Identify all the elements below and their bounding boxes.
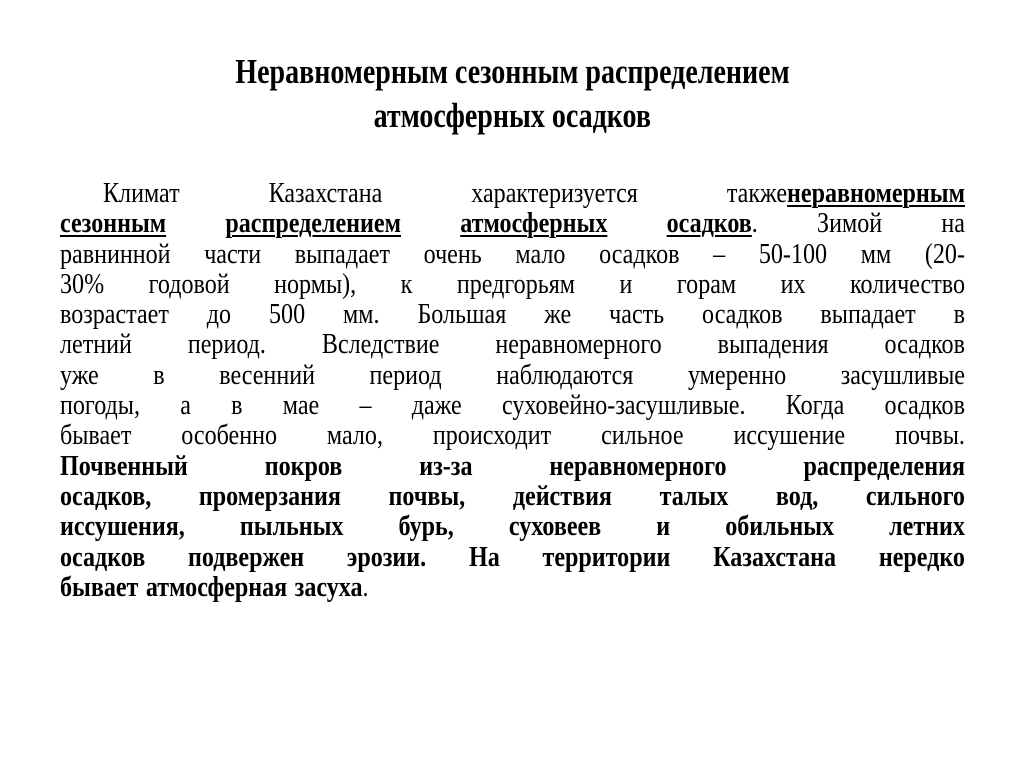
paragraph-word-group <box>718 329 829 359</box>
paragraph-line-content <box>60 420 965 450</box>
paragraph-word-group <box>660 481 729 511</box>
paragraph-word: почвы, <box>388 479 466 512</box>
paragraph-word-group <box>60 208 166 238</box>
paragraph-line-content <box>60 481 965 511</box>
paragraph-line-content <box>60 239 965 269</box>
paragraph-word-group <box>469 542 500 572</box>
paragraph-line <box>60 208 965 238</box>
paragraph-word: бывает <box>60 570 139 603</box>
paragraph-word-group <box>269 299 305 329</box>
paragraph-word: осадков <box>702 298 783 331</box>
paragraph-word: – <box>359 389 372 422</box>
paragraph-word: также <box>726 177 788 209</box>
paragraph-line <box>60 420 965 450</box>
paragraph-word-group <box>543 542 671 572</box>
paragraph-word: (20- <box>924 237 965 270</box>
paragraph-line <box>60 451 965 481</box>
paragraph-word-group <box>389 481 466 511</box>
paragraph-line <box>60 390 965 420</box>
paragraph-word-group <box>180 390 191 420</box>
paragraph-word: же <box>544 298 572 331</box>
paragraph-word: сильного <box>865 479 965 512</box>
paragraph-word-group <box>225 208 401 238</box>
paragraph-word-group <box>419 451 472 481</box>
paragraph-word-group <box>656 511 670 541</box>
paragraph-word-group <box>219 360 315 390</box>
paragraph-word: и <box>656 510 671 543</box>
paragraph-line <box>60 511 965 541</box>
paragraph-word: распределения <box>803 449 965 482</box>
paragraph-word: – <box>713 237 726 270</box>
paragraph-word-group <box>398 511 453 541</box>
paragraph-line-content <box>60 390 965 420</box>
paragraph-word-group <box>509 511 601 541</box>
paragraph-word-group <box>60 329 132 359</box>
paragraph-word-group <box>401 269 413 299</box>
paragraph-word: Когда <box>785 389 845 422</box>
paragraph-word: части <box>204 237 262 270</box>
paragraph-word-group <box>103 178 180 208</box>
paragraph-line <box>60 572 965 602</box>
paragraph-word: сезонным <box>60 207 167 240</box>
paragraph-word: . <box>362 570 369 603</box>
paragraph-word-group <box>327 420 383 450</box>
paragraph-word: Климат <box>103 177 180 209</box>
paragraph-word-group <box>60 511 185 541</box>
paragraph-word-group <box>885 329 965 359</box>
paragraph-word: Казахстана <box>268 177 383 209</box>
paragraph-word: Почвенный <box>60 449 188 482</box>
paragraph-word-group <box>146 572 287 602</box>
paragraph-word: 30% <box>60 267 105 300</box>
paragraph-word-group <box>677 269 736 299</box>
paragraph-word: в <box>953 298 965 331</box>
paragraph-word: их <box>780 267 806 300</box>
paragraph-word-group <box>457 269 575 299</box>
paragraph-word-group <box>370 360 442 390</box>
paragraph-word: почвы. <box>894 419 965 452</box>
paragraph-line-content <box>60 208 965 238</box>
paragraph-word-group <box>424 239 482 269</box>
paragraph-word-group <box>283 390 319 420</box>
paragraph-word: осадков <box>60 540 146 573</box>
paragraph-word-group <box>841 360 965 390</box>
paragraph-word-group <box>295 572 369 602</box>
paragraph-word-group <box>702 299 782 329</box>
paragraph-word-group <box>471 178 638 208</box>
paragraph-word: засуха <box>294 570 363 603</box>
paragraph-word: до <box>206 298 232 331</box>
paragraph-word-group <box>231 390 242 420</box>
paragraph-word-group <box>895 420 965 450</box>
paragraph-word: характеризуется <box>471 177 638 209</box>
paragraph-word: количество <box>850 267 965 300</box>
paragraph-word-group <box>866 481 965 511</box>
paragraph-word-group <box>609 299 664 329</box>
paragraph-word-group <box>322 329 439 359</box>
paragraph-word-group <box>240 511 344 541</box>
paragraph-word: 50-100 <box>758 237 828 270</box>
title-line-1 <box>0 50 1024 94</box>
paragraph-word: сильное <box>601 419 684 452</box>
paragraph-word: происходит <box>432 419 552 452</box>
paragraph-word: иссушение <box>733 419 846 452</box>
paragraph-word: действия <box>512 479 612 512</box>
paragraph-word-group <box>496 360 633 390</box>
paragraph-word-group <box>733 420 845 450</box>
paragraph-word-group <box>786 390 845 420</box>
title-line-1-text: Неравномерным сезонным распределением <box>234 52 790 91</box>
paragraph-word: и <box>619 267 633 300</box>
paragraph-word: осадков <box>884 328 965 361</box>
paragraph-word: подвержен <box>188 540 305 573</box>
paragraph-word-group <box>181 420 277 450</box>
paragraph-word: выпадения <box>717 328 829 361</box>
paragraph-word-group <box>713 239 725 269</box>
paragraph-word-group <box>274 269 356 299</box>
paragraph-line <box>60 542 965 572</box>
paragraph-word: мало, <box>326 419 383 452</box>
paragraph-word-group <box>861 239 891 269</box>
paragraph-line <box>60 481 965 511</box>
paragraph-word-group <box>620 269 633 299</box>
paragraph-word: неравномерного <box>549 449 727 482</box>
paragraph-word: даже <box>411 389 462 422</box>
slide-title <box>0 50 1024 138</box>
title-line-2-text: атмосферных осадков <box>373 96 651 135</box>
paragraph-word-group <box>153 360 164 390</box>
paragraph-word: . <box>751 207 758 240</box>
paragraph-word: Большая <box>417 298 507 331</box>
paragraph-word-group <box>188 542 304 572</box>
paragraph-word: промерзания <box>198 479 341 512</box>
paragraph-word: в <box>231 389 243 422</box>
paragraph-word-group <box>347 542 426 572</box>
paragraph-word: иссушения, <box>60 510 185 543</box>
paragraph-line <box>60 329 965 359</box>
paragraph-word-group <box>295 239 390 269</box>
paragraph-word-group <box>889 511 965 541</box>
paragraph-word: распределением <box>225 207 401 240</box>
paragraph-word: осадков <box>599 237 680 270</box>
paragraph-word-group <box>60 572 138 602</box>
paragraph-word: засушливые <box>840 358 965 391</box>
paragraph-word: осадков, <box>60 479 152 512</box>
paragraph-word-group <box>502 390 746 420</box>
paragraph-word-group <box>544 299 571 329</box>
paragraph-word: мае <box>282 389 320 422</box>
paragraph-word: предгорьям <box>456 267 576 300</box>
paragraph-word: особенно <box>181 419 278 452</box>
paragraph-word: 500 <box>269 298 306 331</box>
paragraph-word-group <box>601 420 683 450</box>
paragraph-word-group <box>433 420 551 450</box>
paragraph-word-group <box>513 481 612 511</box>
paragraph-word: вод, <box>775 479 819 512</box>
paragraph-word: к <box>400 267 413 300</box>
paragraph-word: мало <box>515 237 566 270</box>
paragraph-word: из-за <box>419 449 473 482</box>
paragraph-word-group <box>941 208 965 238</box>
paragraph-word-group <box>820 299 915 329</box>
paragraph-word-group <box>713 542 836 572</box>
paragraph-word-group <box>817 208 882 238</box>
paragraph-word: умеренно <box>687 358 787 391</box>
paragraph-word: выпадает <box>294 237 390 270</box>
paragraph-word-group <box>417 299 506 329</box>
paragraph-line-content <box>60 360 965 390</box>
paragraph-word: период. <box>187 328 266 361</box>
paragraph-word-group <box>759 239 827 269</box>
paragraph-word: погоды, <box>60 389 140 422</box>
paragraph-word: период <box>369 358 442 391</box>
paragraph-word-group <box>776 481 818 511</box>
paragraph-word-group <box>204 239 261 269</box>
paragraph-word: мм <box>860 237 892 270</box>
paragraph-word: территории <box>542 540 671 573</box>
paragraph-word: годовой <box>148 267 230 300</box>
paragraph-word: неравномерного <box>495 328 662 361</box>
body-paragraph <box>60 178 965 602</box>
paragraph-word: талых <box>659 479 729 512</box>
paragraph-line <box>60 360 965 390</box>
paragraph-word: в <box>153 358 165 391</box>
paragraph-word: весенний <box>219 358 315 391</box>
paragraph-word-group <box>265 451 343 481</box>
paragraph-word-group <box>60 299 169 329</box>
paragraph-word-group <box>343 299 379 329</box>
paragraph-word: нормы), <box>274 267 357 300</box>
paragraph-word-group <box>850 269 965 299</box>
paragraph-word-group <box>60 269 104 299</box>
paragraph-word: Казахстана <box>713 540 837 573</box>
paragraph-word: суховеев <box>508 510 602 543</box>
paragraph-word: уже <box>60 358 99 391</box>
paragraph-word: пыльных <box>239 510 344 543</box>
title-line-2 <box>0 94 1024 138</box>
paragraph-word-group <box>495 329 661 359</box>
paragraph-word-group <box>60 420 131 450</box>
paragraph-word: Вследствие <box>321 328 440 361</box>
paragraph-word: атмосферная <box>145 570 288 603</box>
paragraph-word-group <box>954 299 965 329</box>
paragraph-word: нередко <box>878 540 965 573</box>
paragraph-word-group <box>60 390 140 420</box>
paragraph-line <box>60 269 965 299</box>
paragraph-word-group <box>60 360 99 390</box>
paragraph-word-group <box>60 481 151 511</box>
paragraph-word-group <box>549 451 726 481</box>
paragraph-word-group <box>60 239 171 269</box>
paragraph-word-group <box>60 542 145 572</box>
paragraph-word: эрозии. <box>346 540 427 573</box>
paragraph-line-content <box>60 329 965 359</box>
paragraph-word-group <box>781 269 806 299</box>
paragraph-word-group <box>60 451 188 481</box>
paragraph-word-group <box>885 390 965 420</box>
paragraph-word: на <box>941 207 965 240</box>
paragraph-word-group <box>803 451 965 481</box>
paragraph-word: наблюдаются <box>496 358 634 391</box>
paragraph-line-content <box>60 542 965 572</box>
paragraph-word: выпадает <box>820 298 916 331</box>
paragraph-word: мм. <box>343 298 380 331</box>
paragraph-word: На <box>468 540 500 573</box>
paragraph-word: обильных <box>725 510 835 543</box>
paragraph-word: бывает <box>60 419 132 452</box>
paragraph-line <box>60 178 965 208</box>
paragraph-word: покров <box>264 449 343 482</box>
paragraph-word: а <box>180 389 191 422</box>
paragraph-word: осадков <box>884 389 965 422</box>
paragraph-word-group <box>149 269 230 299</box>
paragraph-line-content <box>60 511 965 541</box>
paragraph-line-content <box>103 178 965 208</box>
paragraph-word-group <box>725 511 834 541</box>
paragraph-word-group <box>360 390 372 420</box>
paragraph-word: летних <box>889 510 965 543</box>
paragraph-word: атмосферных <box>460 207 608 240</box>
paragraph-line <box>60 299 965 329</box>
paragraph-line <box>60 239 965 269</box>
paragraph-word: равнинной <box>60 237 171 270</box>
paragraph-word-group <box>460 208 607 238</box>
paragraph-word: очень <box>423 237 482 270</box>
paragraph-word-group <box>667 208 758 238</box>
paragraph-word: возрастает <box>60 298 169 331</box>
paragraph-line-content <box>60 451 965 481</box>
paragraph-word: часть <box>609 298 665 331</box>
paragraph-word-group <box>199 481 341 511</box>
paragraph-word-group <box>188 329 266 359</box>
paragraph-word: Зимой <box>817 207 883 240</box>
paragraph-word-group <box>207 299 231 329</box>
paragraph-word: неравномерным <box>787 177 965 209</box>
paragraph-line-content <box>60 299 965 329</box>
paragraph-word-group <box>599 239 679 269</box>
paragraph-line-content <box>60 269 965 299</box>
paragraph-word: осадков <box>666 207 752 240</box>
paragraph-word-group <box>515 239 565 269</box>
paragraph-word-group <box>727 178 965 208</box>
paragraph-word-group <box>879 542 965 572</box>
paragraph-word-group <box>412 390 462 420</box>
paragraph-word: горам <box>676 267 737 300</box>
paragraph-word: суховейно-засушливые. <box>501 389 746 422</box>
paragraph-word-group <box>925 239 965 269</box>
paragraph-word-group <box>269 178 383 208</box>
paragraph-word: бурь, <box>398 510 454 543</box>
paragraph-word-group <box>688 360 786 390</box>
paragraph-line-content <box>60 572 369 602</box>
paragraph-word: летний <box>60 328 132 361</box>
